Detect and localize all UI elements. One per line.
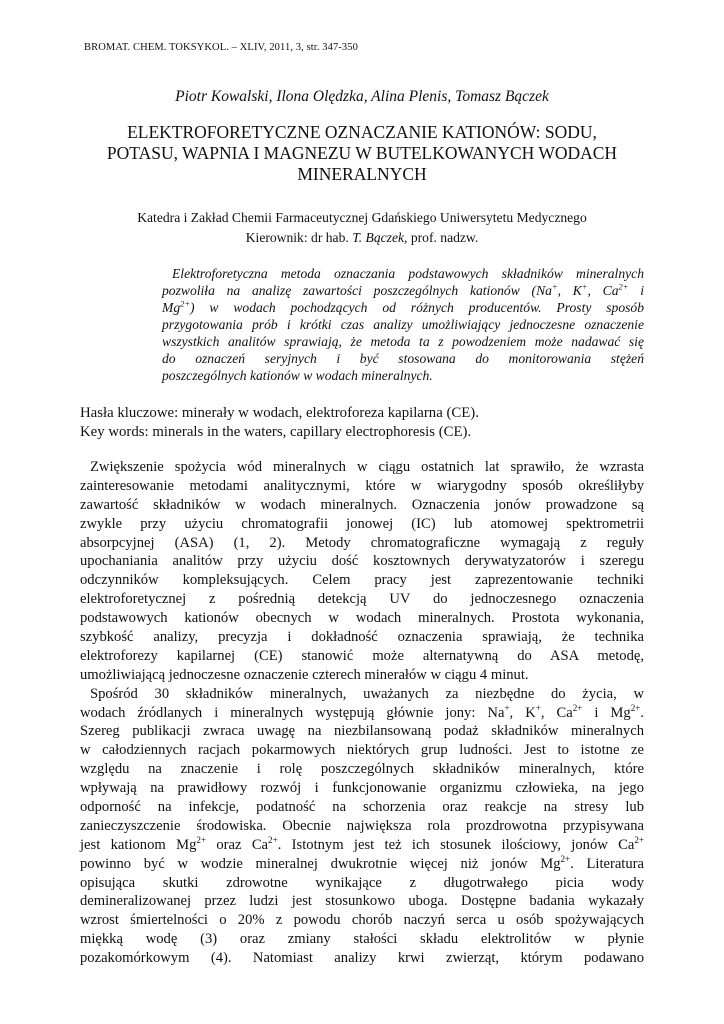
title-line: ELEKTROFORETYCZNE OZNACZANIE KATIONÓW: SODU, xyxy=(127,122,597,142)
abstract-line: $Mg^{2+}$) w wodach pochodzących od różnych producentów. Prosty sposób xyxy=(162,298,644,315)
body-line: powinno być w wodzie mineralnej dwukrotnie więcej niż jonów $Mg^{2+}$. Literatura xyxy=(80,853,644,872)
body-line: absorpcyjnej (ASA) (1, 2). Metody chromatograficzne wymagają z reguły xyxy=(80,534,644,551)
body-line: upochaniania analitów przy użyciu dość kosztownych derywatyzatorów i szeregu xyxy=(80,553,644,570)
body-text xyxy=(80,458,644,968)
body-line: w całodziennych racjach pokarmowych niektórych grup ludności. Jest to istotne ze xyxy=(80,742,644,759)
body-line: wzrost śmiertelności o 20% z powodu chorób naczyń serca u osób spożywających xyxy=(80,912,644,929)
article-title xyxy=(80,122,644,185)
body-line: wodach źródlanych i mineralnych występują głównie jony: Na+, K+, $Ca^{2+}$ i $Mg^{2+}$. xyxy=(80,702,645,721)
body-line: odczynników kompleksujących. Celem pracy jest zaprezentowanie techniki xyxy=(80,572,644,589)
abstract-line: poszczególnych kationów w wodach mineralnych. xyxy=(162,368,433,383)
body-line: zainteresowanie metodami analitycznymi, które w wiarygodny sposób określiłyby xyxy=(80,477,644,494)
keywords-polish: Hasła kluczowe: minerały w wodach, elektroforeza kapilarna (CE). xyxy=(80,405,479,421)
body-line: Szereg publikacji zwraca uwagę na niezbilansowaną podaż składników mineralnych xyxy=(80,723,644,740)
abstract-line: wszystkich analitów sprawiają, że metoda ta z powodzeniem może nadawać się xyxy=(162,334,644,349)
abstract-line: pozwoliła na analizę zawartości poszczególnych kationów (Na+, K+, $Ca^{2+}$ i xyxy=(162,281,644,298)
body-line: zanieczyszczenie środowiska. Obecnie największa rola prozdrowotna przypisywana xyxy=(80,817,644,834)
body-line: umożliwiającą jednoczesne oznaczenie czterech minerałów w ciągu 4 minut. xyxy=(80,666,529,683)
body-line: Zwiększenie spożycia wód mineralnych w ciągu ostatnich lat sprawiło, że wzrasta xyxy=(90,459,644,475)
department-head: Kierownik: dr hab. T. Bączek, prof. nadzw. xyxy=(245,230,479,245)
body-line: Spośród 30 składników mineralnych, uważanych za niezbędne do życia, w xyxy=(90,685,644,702)
abstract xyxy=(162,265,644,384)
body-line: zawartość składników w wodach mineralnych. Oznaczenia jonów prowadzone są xyxy=(80,496,644,513)
abstract-line: do oznaczeń seryjnych i być stosowana do monitorowania stężeń xyxy=(162,351,644,366)
running-head: BROMAT. CHEM. TOKSYKOL. – XLIV, 2011, 3, str. 347-350 xyxy=(84,42,358,53)
keywords-english: Key words: minerals in the waters, capillary electrophoresis (CE). xyxy=(80,424,472,440)
body-line: elektroforetycznej z pośrednią detekcją UV do jednoczesnego oznaczenia xyxy=(80,591,644,608)
body-line: szybkość analizy, precyzja i dokładność oznaczenia sprawiają, że technika xyxy=(80,629,644,646)
body-line: elektroforezy kapilarnej (CE) stanowić może alternatywną do ASA metodę, xyxy=(80,647,644,664)
authors: Piotr Kowalski, Ilona Olędzka, Alina Plenis, Tomasz Bączek xyxy=(175,88,549,105)
body-line: zwykle przy użyciu chromatografii jonowej (IC) lub atomowej spektrometrii xyxy=(80,515,644,532)
body-line: podstawowych kationów obecnych w wodach mineralnych. Prostota wykonania, xyxy=(80,610,644,627)
body-line: miękką wodę (3) oraz zmiany stałości składu elektrolitów w płynie xyxy=(80,931,644,948)
body-line: wpływają na prawidłowy rozwój i funkcjonowanie organizmu człowieka, na jego xyxy=(80,780,644,797)
title-line: POTASU, WAPNIA I MAGNEZU W BUTELKOWANYCH WODACH xyxy=(106,143,618,163)
abstract-line: Elektroforetyczna metoda oznaczania podstawowych składników mineralnych xyxy=(172,266,644,281)
department-head-name: T. Bączek xyxy=(352,230,405,245)
title-line: MINERALNYCH xyxy=(297,164,427,184)
body-line: demineralizowanej przez ludzi jest stosunkowo uboga. Dostępne badania wykazały xyxy=(80,893,644,910)
body-line: względu na znaczenie i rolę poszczególnych składników mineralnych, które xyxy=(80,761,644,778)
affiliation-block xyxy=(80,208,644,248)
body-line: jest kationom $Mg^{2+}$ oraz $Ca^{2+}$. Istotnym jest też ich stosunek ilościowy, jonów $Ca^{2+}$ xyxy=(80,834,644,853)
body-line: opisująca skutki zdrowotne wynikające z długotrwałego picia wody xyxy=(80,874,644,891)
body-line: odporność na infekcje, podatność na schorzenia oraz reakcje na stresy lub xyxy=(80,799,644,816)
affiliation: Katedra i Zakład Chemii Farmaceutycznej Gdańskiego Uniwersytetu Medycznego xyxy=(137,210,587,225)
abstract-line: przygotowania prób i krótki czas analizy umożliwiający jednoczesne oznaczenie xyxy=(162,317,644,332)
keywords-block xyxy=(80,404,680,442)
body-line: pozakomórkowym (4). Natomiast analizy krwi zwierząt, którym podawano xyxy=(80,950,644,967)
